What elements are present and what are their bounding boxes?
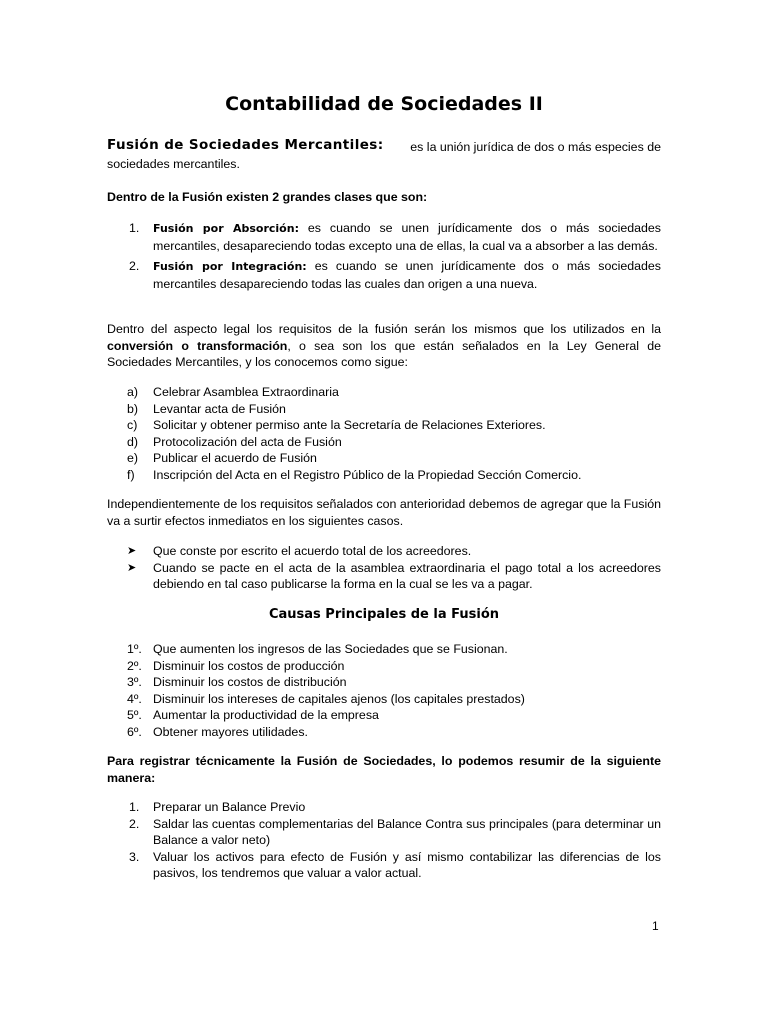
list-item — [107, 417, 661, 434]
list-marker: 2. — [129, 816, 140, 831]
legal-text-after: , o sea son los que están señalados en la Ley General de Sociedades Mercantiles, y los conocemos como sigue: — [107, 338, 661, 370]
registration-text: Preparar un Balance Previo — [153, 800, 306, 814]
list-marker: 1º. — [127, 642, 142, 656]
legal-text-before: Dentro del aspecto legal los requisitos de la fusión serán los mismos que los utilizados en la — [107, 322, 661, 336]
intro-paragraph — [107, 137, 661, 172]
cause-text: Disminuir los costos de distribución — [153, 675, 347, 690]
cause-text: Disminuir los intereses de capitales ajenos (los capitales prestados) — [153, 691, 525, 706]
causes-list — [107, 641, 661, 741]
list-item — [107, 691, 661, 708]
class-term-absorcion: Fusión por Absorción: — [153, 222, 299, 235]
document-title: Contabilidad de Sociedades II — [225, 93, 543, 115]
list-marker: 1. — [129, 221, 140, 235]
list-item — [107, 816, 661, 849]
list-item — [107, 434, 661, 451]
list-marker: 4º. — [127, 691, 142, 706]
classes-list — [107, 220, 661, 292]
requirement-text: Solicitar y obtener permiso ante la Secretaría de Relaciones Exteriores. — [153, 418, 546, 433]
list-item — [107, 467, 661, 484]
requirement-text: Publicar el acuerdo de Fusión — [153, 451, 317, 466]
effects-list — [107, 543, 661, 593]
intro-text-line1: es la unión jurídica de dos o más especies de — [410, 140, 661, 154]
list-item — [107, 707, 661, 724]
list-item — [107, 543, 661, 560]
list-marker: 2. — [129, 259, 140, 274]
causes-heading: Causas Principales de la Fusión — [268, 607, 500, 622]
intro-term: Fusión de Sociedades Mercantiles: — [107, 137, 384, 153]
list-item — [107, 450, 661, 467]
list-item — [107, 799, 661, 816]
list-marker: d) — [127, 434, 139, 449]
registration-text: Valuar los activos para efecto de Fusión y así mismo contabilizar las diferencias de los pasivos, los tendremos que valuar a valor actual. — [153, 849, 661, 881]
requirement-text: Protocolización del acta de Fusión — [153, 434, 342, 449]
list-marker: 5º. — [127, 708, 142, 723]
list-marker: a) — [127, 385, 139, 399]
legal-paragraph — [107, 321, 661, 371]
list-marker: 3. — [129, 849, 140, 864]
registration-heading: Para registrar técnicamente la Fusión de Sociedades, lo podemos resumir de la siguiente manera: — [107, 754, 661, 785]
classes-heading: Dentro de la Fusión existen 2 grandes clases que son: — [107, 190, 428, 204]
list-marker: c) — [127, 418, 138, 433]
list-marker: e) — [127, 451, 139, 466]
list-item — [107, 384, 661, 401]
effects-paragraph: Independientemente de los requisitos señalados con anterioridad debemos de agregar que la Fusión va a surtir efectos inmediatos en los siguientes casos. — [107, 497, 661, 528]
arrow-bullet-icon: ➤ — [127, 545, 137, 557]
cause-text: Aumentar la productividad de la empresa — [153, 708, 379, 723]
list-marker: 1. — [129, 800, 140, 814]
registration-list — [107, 799, 661, 882]
class-text-absorcion: es cuando se unen jurídicamente dos o más sociedades mercantiles, desapareciendo todas excepto una de ellas, la cual va a absorber a las demás. — [153, 221, 661, 253]
page-number: 1 — [652, 919, 659, 933]
list-item — [107, 658, 661, 675]
class-text-integracion: es cuando se unen jurídicamente dos o más sociedades mercantiles desapareciendo todas las cuales dan origen a una nueva. — [153, 259, 661, 291]
arrow-bullet-icon: ➤ — [127, 561, 137, 574]
list-marker: f) — [127, 467, 135, 482]
registration-text: Saldar las cuentas complementarias del Balance Contra sus principales (para determinar un Balance a valor neto) — [153, 816, 661, 848]
list-marker: 6º. — [127, 724, 142, 739]
class-term-integracion: Fusión por Integración: — [153, 260, 307, 274]
list-item — [107, 220, 661, 254]
requirement-text: Levantar acta de Fusión — [153, 401, 286, 416]
list-item — [107, 560, 661, 593]
list-marker: 2º. — [127, 658, 142, 673]
cause-text: Que aumenten los ingresos de las Sociedades que se Fusionan. — [153, 642, 508, 656]
list-item — [107, 401, 661, 418]
effect-text: Cuando se pacte en el acta de la asamblea extraordinaria el pago total a los acreedores debiendo en tal caso publicarse la forma en la cual se les va a pagar. — [153, 560, 661, 592]
list-marker: b) — [127, 401, 139, 416]
requirements-list — [107, 384, 661, 484]
requirement-text: Celebrar Asamblea Extraordinaria — [153, 385, 339, 399]
cause-text: Obtener mayores utilidades. — [153, 724, 308, 739]
list-item — [107, 641, 661, 658]
list-item — [107, 674, 661, 691]
list-item — [107, 258, 661, 292]
intro-first-line — [107, 137, 661, 156]
legal-bold: conversión o transformación — [107, 338, 288, 353]
effect-text: Que conste por escrito el acuerdo total de los acreedores. — [153, 544, 472, 558]
list-marker: 3º. — [127, 675, 142, 690]
intro-text-line2: sociedades mercantiles. — [107, 156, 240, 171]
list-item — [107, 724, 661, 741]
list-item — [107, 849, 661, 882]
requirement-text: Inscripción del Acta en el Registro Público de la Propiedad Sección Comercio. — [153, 467, 582, 482]
cause-text: Disminuir los costos de producción — [153, 658, 345, 673]
